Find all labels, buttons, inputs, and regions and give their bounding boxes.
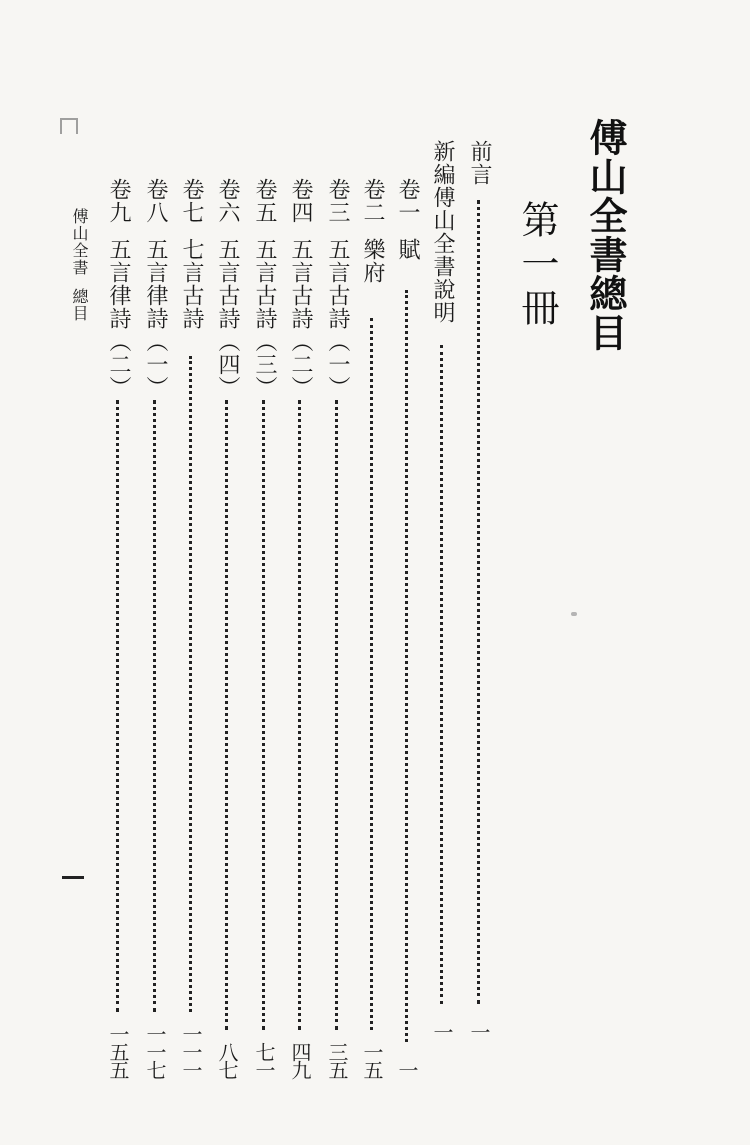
toc-entry-label (249, 178, 279, 399)
toc-entry-title: 樂府 (360, 238, 385, 284)
leader-dots (225, 400, 228, 1030)
toc-entry-juan: 卷一 (395, 178, 420, 224)
toc-entry (140, 178, 170, 1078)
toc-entry-page: 一 (395, 1060, 419, 1078)
toc-entry-title: 五言律詩（一） (143, 238, 168, 399)
toc-entry-label (176, 178, 206, 330)
registration-mark (60, 118, 78, 134)
book-title: 傅山全書總目 (583, 118, 628, 352)
leader-dots (440, 345, 443, 1004)
toc-entry (103, 178, 133, 1078)
toc-entry (322, 178, 352, 1078)
leader-dots (189, 356, 192, 1012)
toc-entry-page: 三五 (325, 1042, 349, 1078)
toc-entry-juan: 卷九 (106, 178, 131, 224)
toc-entry-juan: 卷八 (143, 178, 168, 224)
toc-entry-title: 新編傅山全書說明 (430, 140, 455, 324)
toc-entry-label (103, 178, 133, 399)
toc-entry-title: 五言古詩（二） (288, 238, 313, 399)
toc-entry-label (322, 178, 352, 399)
toc-entry-page: 八七 (215, 1042, 239, 1078)
toc-entry-page: 四九 (288, 1042, 312, 1078)
toc-entry-juan: 卷六 (215, 178, 240, 224)
leader-dots (335, 400, 338, 1030)
toc-entry-page: 一 (430, 1022, 454, 1040)
running-head-book: 傅山全書 (70, 208, 89, 276)
toc-entry (285, 178, 315, 1078)
toc-entry-juan: 卷七 (179, 178, 204, 224)
leader-dots (153, 400, 156, 1012)
toc-entry-juan: 卷四 (288, 178, 313, 224)
leader-dots (405, 290, 408, 1042)
toc-entry-title: 賦 (395, 238, 420, 261)
volume-title: 第一冊 (515, 200, 559, 332)
leader-dots (298, 400, 301, 1030)
toc-entry-title: 五言律詩（二） (106, 238, 131, 399)
toc-entry (212, 178, 242, 1078)
toc-entry-title: 七言古詩 (179, 238, 204, 330)
toc-entry-juan: 卷五 (252, 178, 277, 224)
leader-dots (262, 400, 265, 1030)
folio-number (62, 876, 84, 879)
toc-entry-label (392, 178, 422, 261)
toc-entry-page: 一一一 (179, 1024, 203, 1078)
toc-entry-page: 一 (467, 1022, 491, 1040)
toc-entry-title: 前言 (467, 140, 492, 186)
toc-entry (357, 178, 387, 1078)
leader-dots (477, 200, 480, 1004)
toc-entry-label (212, 178, 242, 399)
toc-entry-label (357, 178, 387, 284)
toc-entry-page: 一五五 (106, 1024, 130, 1078)
running-head-section: 總目 (70, 288, 89, 322)
toc-entry (427, 140, 457, 1040)
toc-entry-label (140, 178, 170, 399)
toc-entry-label (464, 140, 494, 186)
toc-entry-title: 五言古詩（三） (252, 238, 277, 399)
toc-entry-label (285, 178, 315, 399)
paper-speck (571, 612, 577, 616)
toc-entry-page: 一一七 (143, 1024, 167, 1078)
toc-entry (464, 140, 494, 1040)
toc-entry-title: 五言古詩（四） (215, 238, 240, 399)
toc-entry-page: 一五 (360, 1042, 384, 1078)
toc-entry (392, 178, 422, 1078)
running-head (68, 208, 91, 322)
toc-entry-title: 五言古詩（一） (325, 238, 350, 399)
leader-dots (116, 400, 119, 1012)
toc-entry-label (427, 140, 457, 324)
toc-entry (176, 178, 206, 1078)
leader-dots (370, 318, 373, 1030)
toc-entry-page: 七一 (252, 1042, 276, 1078)
toc-entry (249, 178, 279, 1078)
toc-entry-juan: 卷三 (325, 178, 350, 224)
toc-entry-juan: 卷二 (360, 178, 385, 224)
